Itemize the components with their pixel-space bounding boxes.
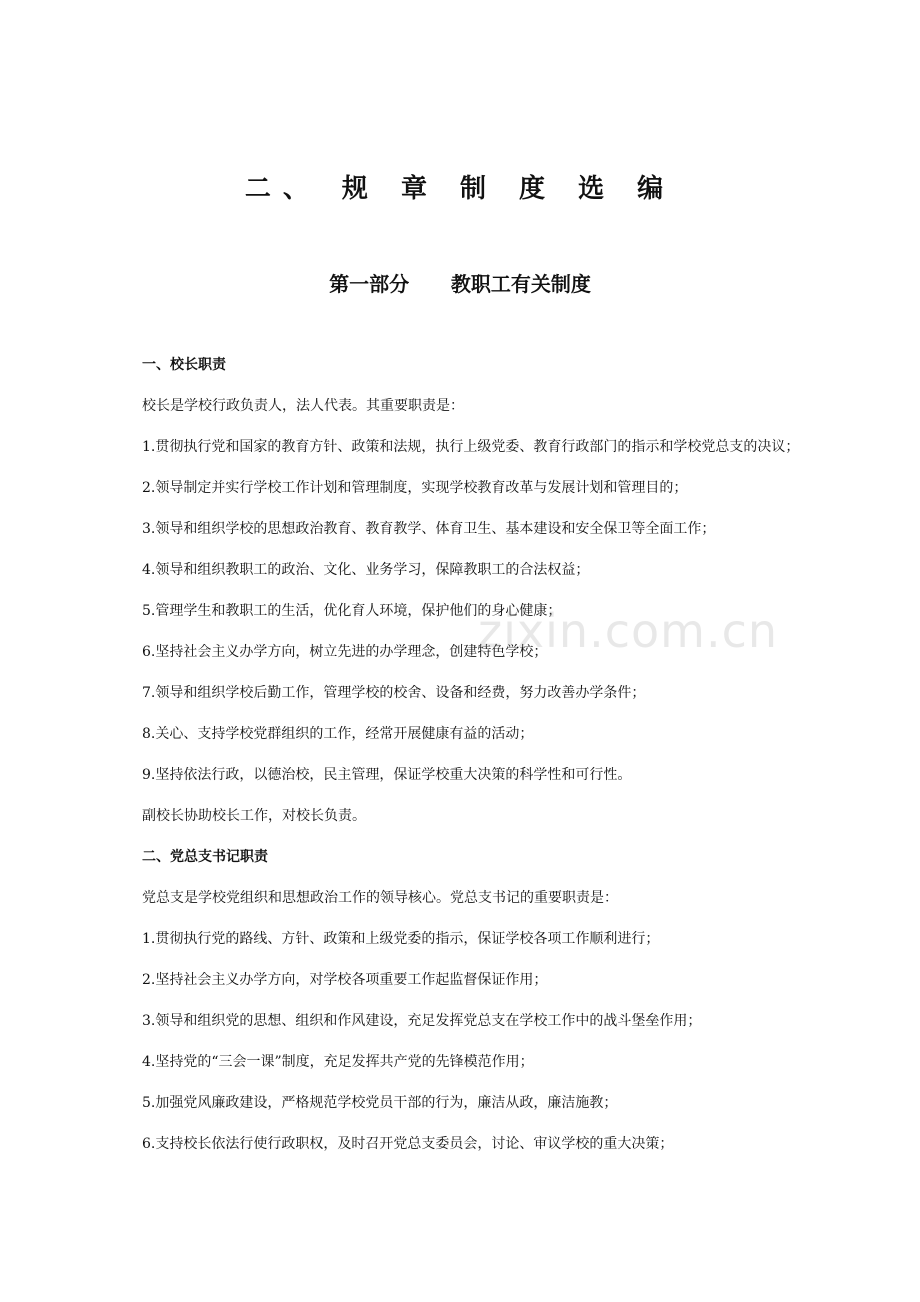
paragraph: 5.加强党风廉政建设，严格规范学校党员干部的行为，廉洁从政，廉洁施教； <box>142 1095 618 1111</box>
section-heading: 二、党总支书记职责 <box>142 849 268 865</box>
section-party-secretary-duties <box>110 837 814 1165</box>
paragraph: 8.关心、支持学校党群组织的工作，经常开展健康有益的活动； <box>142 726 534 742</box>
page-title: 二、 规 章 制 度 选 编 <box>244 174 676 204</box>
paragraph: 6.坚持社会主义办学方向，树立先进的办学理念，创建特色学校； <box>142 644 548 660</box>
paragraph: 9.坚持依法行政，以德治校，民主管理，保证学校重大决策的科学性和可行性。 <box>142 767 632 783</box>
paragraph: 6.支持校长依法行使行政职权，及时召开党总支委员会，讨论、审议学校的重大决策； <box>142 1136 674 1152</box>
part-title: 第一部分 教职工有关制度 <box>329 272 591 296</box>
paragraph: 4.坚持党的“三会一课”制度，充足发挥共产党的先锋模范作用； <box>142 1054 534 1070</box>
paragraph: 7.领导和组织学校后勤工作，管理学校的校舍、设备和经费，努力改善办学条件； <box>142 685 646 701</box>
paragraph: 2.坚持社会主义办学方向，对学校各项重要工作起监督保证作用； <box>142 972 548 988</box>
section-principal-duties <box>110 345 814 837</box>
paragraph: 校长是学校行政负责人，法人代表。其重要职责是： <box>142 398 464 414</box>
paragraph: 3.领导和组织党的思想、组织和作风建设，充足发挥党总支在学校工作中的战斗堡垒作用； <box>142 1013 702 1029</box>
section-heading: 一、校长职责 <box>142 357 226 373</box>
paragraph: 3.领导和组织学校的思想政治教育、教育教学、体育卫生、基本建设和安全保卫等全面工作； <box>142 521 716 537</box>
paragraph: 2.领导制定并实行学校工作计划和管理制度，实现学校教育改革与发展计划和管理目的； <box>142 480 688 496</box>
paragraph: 5.管理学生和教职工的生活，优化育人环境，保护他们的身心健康； <box>142 603 562 619</box>
watermark-text: zixin.com.cn <box>478 604 779 658</box>
paragraph: 党总支是学校党组织和思想政治工作的领导核心。党总支书记的重要职责是： <box>142 890 618 906</box>
paragraph: 4.领导和组织教职工的政治、文化、业务学习，保障教职工的合法权益； <box>142 562 590 578</box>
document-body <box>110 345 814 1165</box>
paragraph: 1.贯彻执行党的路线、方针、政策和上级党委的指示，保证学校各项工作顺利进行； <box>142 931 660 947</box>
paragraph: 副校长协助校长工作，对校长负责。 <box>142 808 366 824</box>
paragraph: 1.贯彻执行党和国家的教育方针、政策和法规，执行上级党委、教育行政部门的指示和学校党总支的决议； <box>142 439 800 455</box>
